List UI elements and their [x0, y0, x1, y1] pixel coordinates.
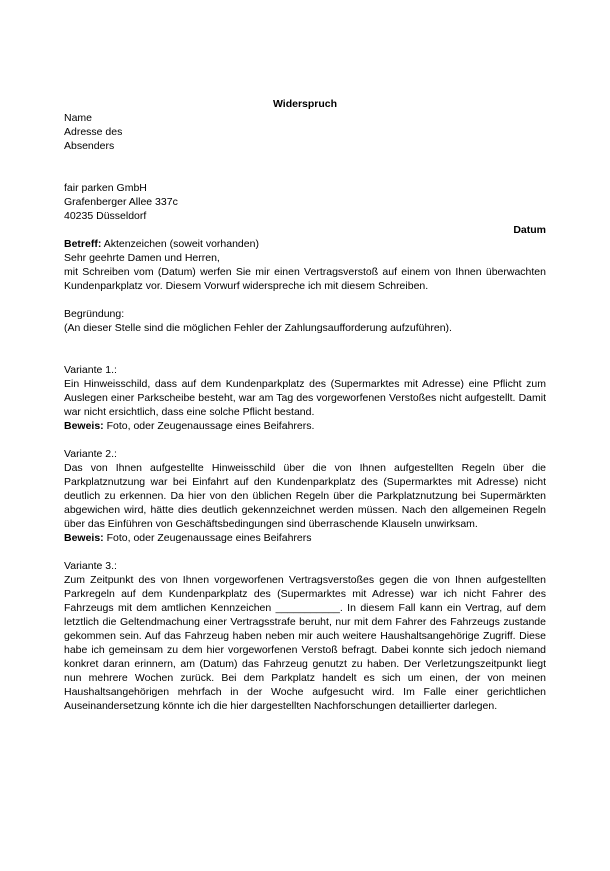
variant-2-heading: Variante 2.: [64, 448, 117, 460]
sender-address-block [64, 111, 546, 153]
sender-address-line-1: Adresse des [64, 126, 123, 138]
variant-2-evidence-line [64, 531, 546, 545]
variant-3-body: Zum Zeitpunkt des von Ihnen vorgeworfenen Vertragsverstoßes gegen die von Ihnen aufgestellten Parkregeln auf dem Kundenparkplatz des (Supermarktes mit Adresse) war ich nicht Fahrer des Fahrzeugs mit dem amtlichen Kennzeichen ___________. In diesem Fall kann ein Vertrag, auf dem letztlich die Geltendmachung einer Vertragsstrafe beruht, nur mit dem Fahrer des Fahrzeugs zustande gekommen sein. Auf das Fahrzeug haben neben mir auch weitere Haushaltsangehörige Zugriff. Diese habe ich gemeinsam zu dem hier vorgeworfenen Verstoß befragt. Dabei konnte sich jedoch niemand konkret daran erinnern, am (Datum) das Fahrzeug genutzt zu haben. Der Verletzungszeitpunkt liegt nun mehrere Wochen zurück. Bei dem Parkplatz handelt es sich um einen, der von meinen Haushaltsangehörigen mehrfach in der Woche aufgesucht wird. Im Falle einer gerichtlichen Auseinandersetzung könnte ich die hier dargestellten Nachforschungen detaillierter darlegen. [64, 574, 546, 712]
recipient-street-line: Grafenberger Allee 337c [64, 196, 178, 208]
sender-name-line: Name [64, 112, 93, 124]
variant-3-block [64, 559, 546, 713]
subject-line [64, 237, 546, 251]
variant-3-heading: Variante 3.: [64, 560, 117, 572]
variant-2-evidence-label: Beweis: [64, 532, 104, 544]
recipient-company-line: fair parken GmbH [64, 182, 147, 194]
variant-1-evidence-line [64, 419, 546, 433]
recipient-address-block [64, 181, 546, 223]
variant-1-evidence-label: Beweis: [64, 420, 104, 432]
subject-text: Aktenzeichen (soweit vorhanden) [103, 238, 259, 250]
recipient-city-line: 40235 Düsseldorf [64, 210, 147, 222]
salutation: Sehr geehrte Damen und Herren, [64, 252, 220, 264]
reason-block [64, 307, 546, 335]
reason-label: Begründung: [64, 308, 125, 320]
intro-paragraph: mit Schreiben vom (Datum) werfen Sie mir einen Vertragsverstoß auf einem von Ihnen überwachten Kundenparkplatz vor. Diesem Vorwurf widerspreche ich mit diesem Schreiben. [64, 266, 546, 292]
subject-label: Betreff: [64, 238, 102, 250]
variant-1-evidence-text: Foto, oder Zeugenaussage eines Beifahrers. [106, 420, 315, 432]
letter-title: Widerspruch [272, 98, 338, 110]
reason-note: (An dieser Stelle sind die möglichen Fehler der Zahlungsaufforderung aufzuführen). [64, 322, 452, 334]
date-placeholder: Datum [513, 224, 546, 236]
variant-1-heading: Variante 1.: [64, 364, 117, 376]
variant-1-body: Ein Hinweisschild, dass auf dem Kundenparkplatz des (Supermarktes mit Adresse) eine Pflicht zum Auslegen einer Parkscheibe besteht, war am Tag des vorgeworfenen Verstoßes nicht aufgestellt. Damit war nicht ersichtlich, dass eine solche Pflicht bestand. [64, 378, 546, 418]
sender-address-line-2: Absenders [64, 140, 115, 152]
variant-1-block [64, 363, 546, 433]
variant-2-evidence-text: Foto, oder Zeugenaussage eines Beifahrers [106, 532, 312, 544]
variant-2-body: Das von Ihnen aufgestellte Hinweisschild über die von Ihnen aufgestellten Regeln über die Parkplatznutzung war bei Einfahrt auf den Kundenparkplatz des (Supermarktes mit Adresse) nicht deutlich zu erkennen. Da hier von den üblichen Regeln über die Parkplatznutzung bei Supermärkten abgewichen wird, hätte dies deutlich gekennzeichnet werden müssen. Nach den allgemeinen Regeln über das Einführen von Geschäftsbedingungen sind überraschende Klauseln unwirksam. [64, 462, 546, 530]
variant-2-block [64, 447, 546, 545]
